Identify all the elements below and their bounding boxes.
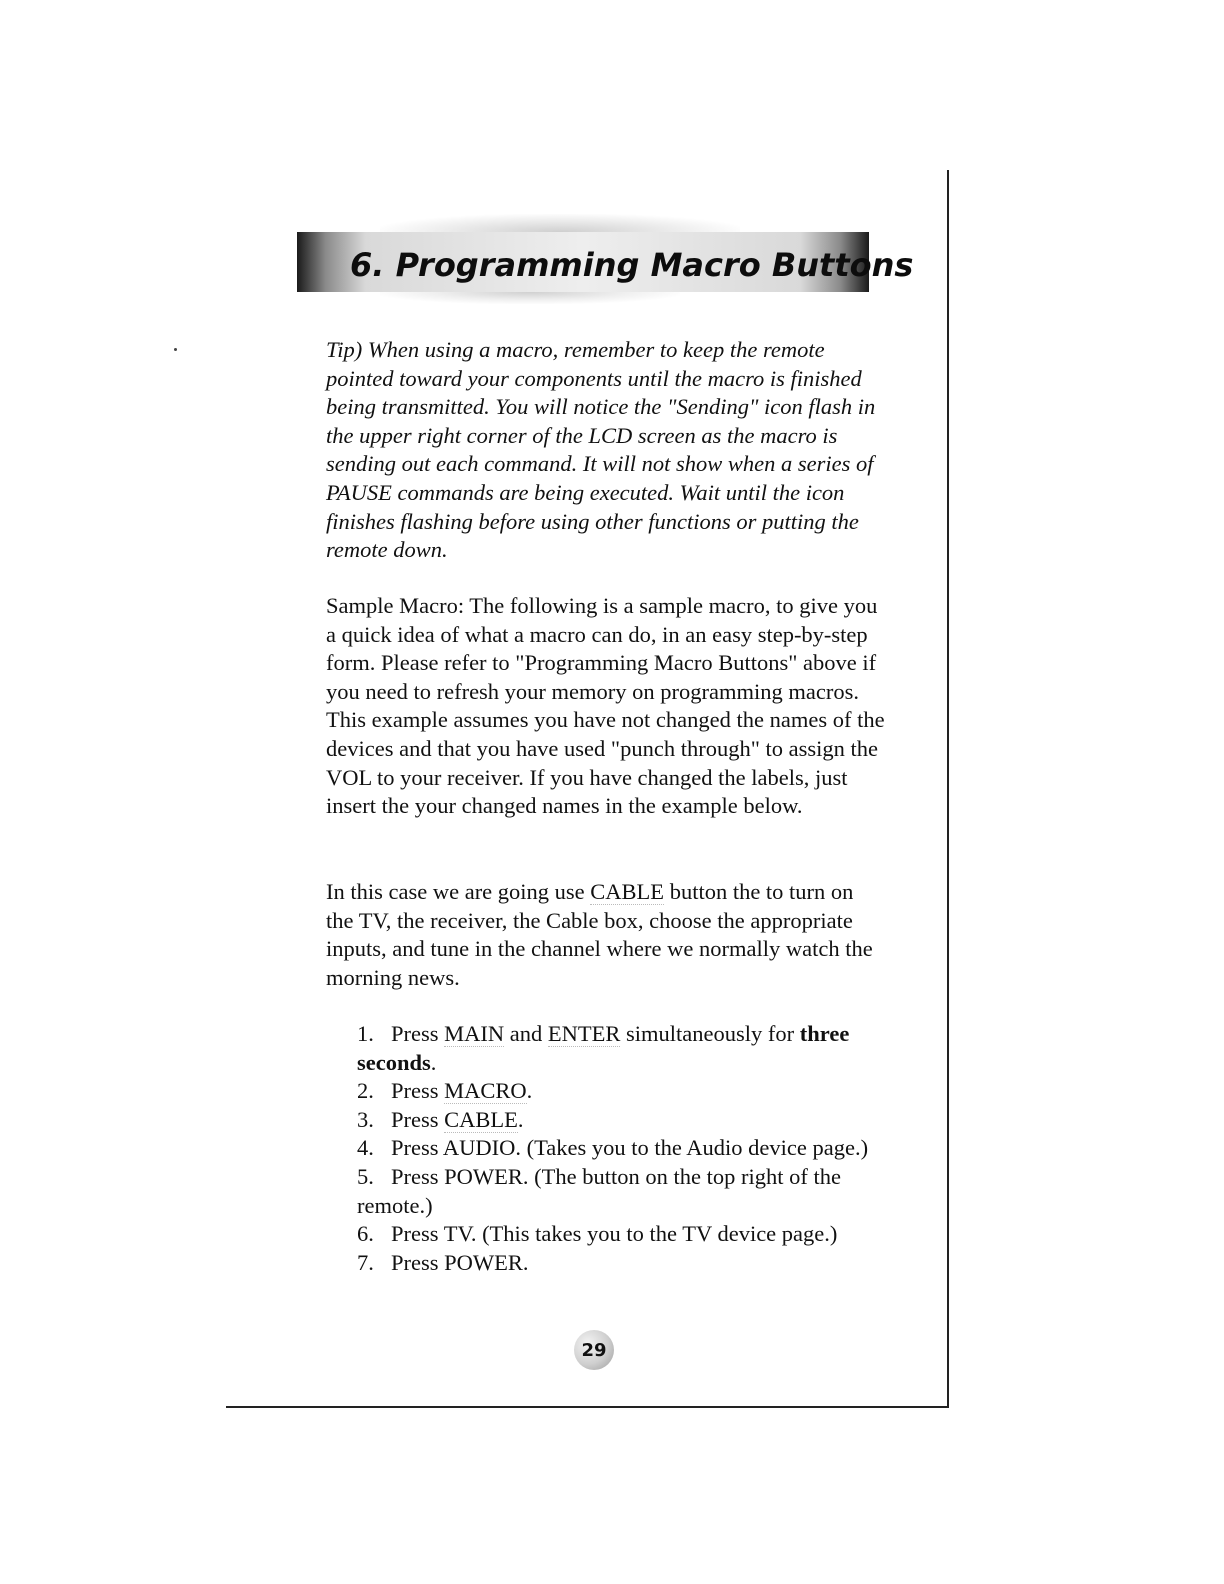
list-item: 4. Press AUDIO. (Takes you to the Audio device page.) <box>357 1135 869 1161</box>
list-item: 1. Press MAIN and ENTER simultaneously for three seconds. <box>357 1021 850 1075</box>
macro-steps-list <box>357 1020 887 1277</box>
list-item: 2. Press MACRO. <box>357 1078 533 1104</box>
main-button-label: MAIN <box>444 1021 505 1046</box>
list-item: 6. Press TV. (This takes you to the TV device page.) <box>357 1221 838 1247</box>
heading-banner-shading-bottom <box>380 292 680 304</box>
macro-button-label: MACRO <box>444 1078 527 1104</box>
emphasis-duration: three seconds <box>357 1021 850 1075</box>
list-item: 3. Press CABLE. <box>357 1106 524 1132</box>
cable-button-label: CABLE <box>444 1106 518 1132</box>
page-number: 29 <box>581 1339 607 1361</box>
section-title: 6. Programming Macro Buttons <box>350 246 914 284</box>
intro-text-after: button the to turn on the TV, the receiver, the Cable box, choose the appropriate inputs, and tune in the channel where we normally watch the morning news. <box>326 879 873 990</box>
scan-speck <box>174 348 177 351</box>
list-item: 5. Press POWER. (The button on the top right of the remote.) <box>357 1163 841 1218</box>
page-number-badge <box>574 1330 614 1370</box>
list-item: 7. Press POWER. <box>357 1249 529 1275</box>
enter-button-label: ENTER <box>547 1021 621 1046</box>
tip-paragraph: Tip) When using a macro, remember to keep the remote pointed toward your components until the macro is finished being transmitted. You will notice the "Sending" icon flash in the upper right corner of the LCD screen as the macro is sending out each command. It will not show when a series of PAUSE commands are being executed. Wait until the icon finishes flashing before using other functions or putting the remote down. <box>326 337 876 563</box>
cable-button-label: CABLE <box>590 879 665 904</box>
page-border-right <box>947 170 949 1408</box>
intro-text-before: In this case we are going use <box>326 879 591 904</box>
heading-banner-shading-top <box>380 214 740 232</box>
page-border-bottom <box>226 1406 949 1408</box>
sample-macro-paragraph: Sample Macro: The following is a sample macro, to give you a quick idea of what a macro can do, in an easy step-by-step form. Please refer to "Programming Macro Buttons" above if you need to refresh your memory on programming macros. This example assumes you have not changed the names of the devices and that you have used "punch through" to assign the VOL to your receiver. If you have changed the labels, just insert the your changed names in the example below. <box>326 593 885 819</box>
intro-paragraph <box>326 878 886 992</box>
